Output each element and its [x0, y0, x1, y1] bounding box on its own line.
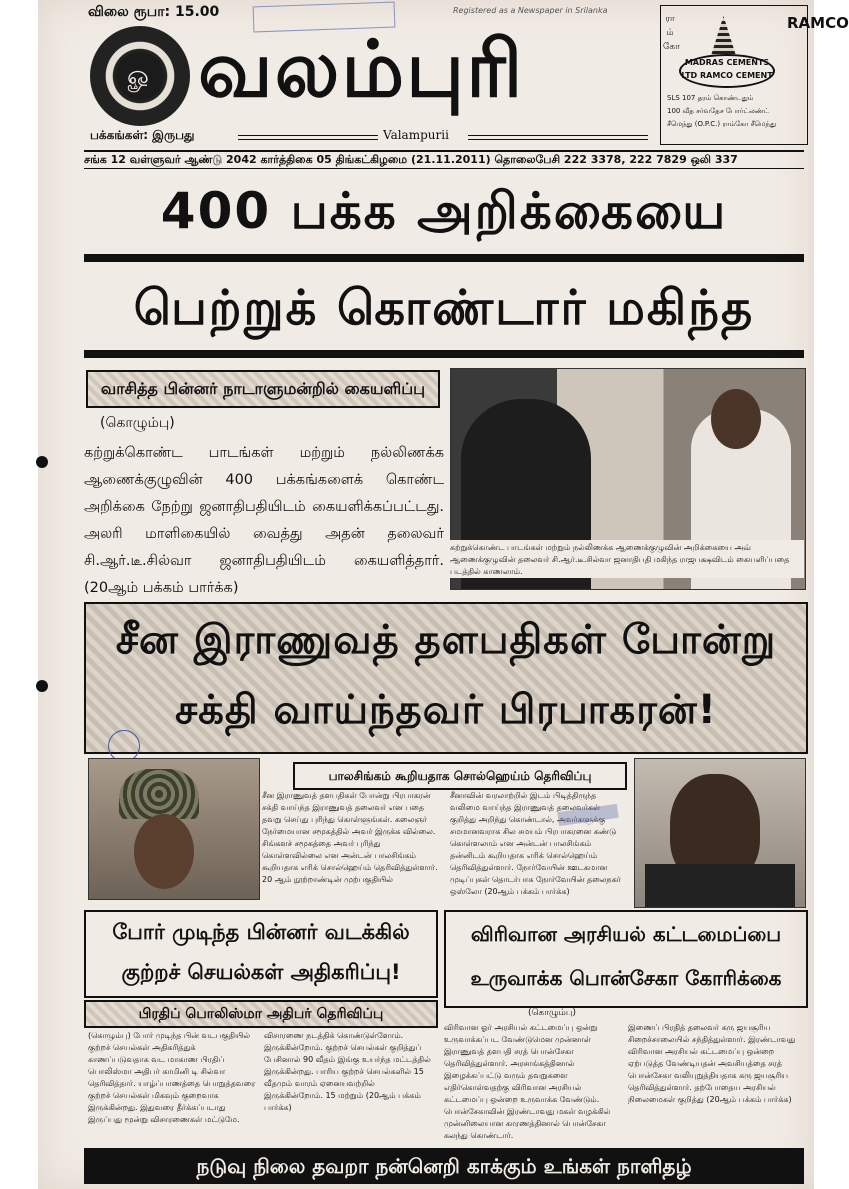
ad-brand-oval: MADRAS CEMENTS LTD RAMCO CEMENT: [679, 54, 775, 88]
masthead-english: Valampurii: [383, 128, 449, 142]
ad-line: சீமெந்து (O.P.C.) ராம்கோ சீமெந்து: [667, 120, 777, 128]
masthead-rule-right: [468, 135, 648, 140]
fourth-body-col2: இணைப் பிரதித் தலைவர் கரு ஜயசூரிய சிறைச்சாலையில் சந்தித்துள்ளார். இரண்டாவது விரிவான அரசியல் கட்டமைப்பு ஒன்றை ஏற்படுத்த வேண்டியதன் அவசியத்தை சரத் பொன்சேகா வலியுறுத்தியதாக கரு ஜயசூரிய தெரிவித்துள்ளார். தற்போதைய அரசியல் நிலைமைகள் குறித்து (20ஆம் பக்கம் பார்க்க): [628, 1023, 796, 1104]
second-headline-line1: சீன இராணுவத் தளபதிகள் போன்று: [115, 617, 777, 663]
lead-headline-line1: 400 பக்க அறிக்கையை: [160, 182, 728, 240]
binding-hole: [36, 456, 48, 468]
second-headline-box: [84, 602, 808, 754]
masthead-rule-left: [238, 135, 378, 140]
price-label: விலை ரூபா: 15.00: [88, 4, 220, 20]
third-body-col2: விசாரணை நடத்திக் கொண்டுள்ளோம். இருக்கின்றோம். குற்றச் செயல்கள் குறித்துப் பேசினால் 90 வீதம் இங்கு உயர்ந்த மட்டத்தில் இருக்கின்றது. பாரிய குற்றச் செயல்களில் 15 வீதமும் வாரம் ஏனையவற்றில் இருக்கின்றோம். 15 மற்றும் (20ஆம் பக்கம் பார்க்க): [264, 1031, 431, 1112]
fourth-dateline-location: (கொழும்பு): [528, 1008, 577, 1018]
ad-copy: [667, 92, 803, 131]
fourth-body-col1: விரிவான ஓர் அரசியல் கட்டமைப்பு ஒன்று உருவாக்கப்பட வேண்டுமென முன்னாள் இராணுவத் தளபதி சரத் பொன்சேகா தெரிவித்துள்ளார். அரசாங்கத்தினால் இழைக்கப்பட்டு வரும் தவறுகளை எதிர்கொள்வதற்கு விரிவான அரசியல் கட்டமைப்பு ஒன்றை உருவாக்க வேண்டும். பொன்சேகாவின் இரண்டாவது மகள் வழக்கில் முன்னிலையான காரணத்தினால் பொன்சேகா கலந்து கொண்டார்.: [444, 1023, 611, 1140]
ad-line: SLS 107 தரம் கொண்டதும்: [667, 94, 754, 102]
solheim-photo: [634, 758, 806, 908]
photo-suit: [645, 864, 795, 907]
fourth-headline-box: விரிவான அரசியல் கட்டமைப்பை உருவாக்க பொன்சேகா கோரிக்கை: [444, 910, 808, 1008]
dateline: சங்க 12 வள்ளுவர் ஆண்டு 2042 கார்த்திகை 05 திங்கட்கிழமை (21.11.2011) தொலைபேசி 222 3378, 222 7829 ஒலி 337: [84, 150, 804, 169]
lead-subheading: வாசித்த பின்னர் நாடாளுமன்றில் கையளிப்பு: [86, 370, 440, 408]
binding-hole: [36, 680, 48, 692]
masthead-title: வலம்புரி: [198, 24, 525, 115]
ramco-cement-ad: [660, 5, 849, 145]
page-count: பக்கங்கள்: இருபது: [90, 128, 195, 142]
ad-brand-vertical: RAMCO: [787, 14, 849, 32]
ad-line: 100 வீத சர்வதேச போர்ட்லண்ட்: [667, 107, 770, 115]
conch-logo-glyph: ௐ: [116, 52, 164, 100]
prabhakaran-photo: [88, 758, 260, 900]
footer-slogan: நடுவு நிலை தவறா நன்னெறி காக்கும் உங்கள் நாளிதழ்: [84, 1148, 804, 1184]
ad-side-letters: ரா ம் கோ: [663, 14, 680, 52]
photo-face: [134, 814, 194, 889]
second-body-col1: சீன இராணுவத் தளபதிகள் போன்று பிரபாகரன் சக்தி வாய்ந்த இராணுவத் தலைவர் என பதை தவறு செய்து புரிந்து கொள்ளுங்கள். கலைஞர் நேர்மையான சமூகத்தில் அவர் இருக்க வில்லை. சிங்களச் சமூகத்தை அவர் புரிந்து கொள்ளவில்லை என அன்டன் பாலசிங்கம் கூறியதாக எரிக் சொல்ஹெய்ம் தெரிவித்துள்ளார். 20 ஆம் நூற்றாண்டின் முற்பகுதியில்: [262, 791, 438, 884]
second-body-col2: சீனாவின் வரலாற்றில் இடம் பிடித்திருந்த வலிமை வாய்ந்த இராணுவத் தலைவர்கள் குறித்து அறிந்து கொண்டால், அவர்களுக்கு சமமானவராக சில சமயம் பிரபாகரனை கண்டு கொள்ளலாம் என அன்டன் பாலசிங்கம் தன்னிடம் கூறியதாக எரிக் சொல்ஹெய்ம் தெரிவித்துள்ளார். நோர்வேயின் ஊடகமான முடிப்புகள் தொடர்பாக நோர்வேயின் தலைநகர் ஒஸ்லோ (20ஆம் பக்கம் பார்க்க): [450, 791, 621, 896]
lead-dateline-location: (கொழும்பு): [100, 415, 175, 431]
headline-rule: [84, 254, 804, 262]
registration-note: Registered as a Newspaper in Srilanka: [453, 6, 608, 15]
lead-photo-caption: கற்றுக்கொண்ட பாடங்கள் மற்றும் நல்லிணக்க ஆணைக்குழுவின் அறிக்கையை அவ் ஆணைக்குழுவின் தலைவர் சி.ஆர்.டீ.சில்வா ஜனாதிபதி மகிந்த ராஜபக்ஷவிடம் கையளிப்பதை படத்தில் காணலாம்.: [450, 540, 804, 578]
lead-headline-line2: பெற்றுக் கொண்டார் மகிந்த: [133, 280, 755, 336]
third-headline-box: போர் முடிந்த பின்னர் வடக்கில் குற்றச் செயல்கள் அதிகரிப்பு!: [84, 910, 438, 998]
third-subheading: பிரதிப் பொலிஸ்மா அதிபர் தெரிவிப்பு: [84, 1000, 438, 1028]
photo-cap: [119, 769, 199, 819]
third-body-col1: (கொழும்பு) போர் முடிந்த பின் வடபகுதியில் குற்றச் செயல்கள் அதிகரித்துக் காணப்படுவதாக வட மாகாண பிரதிப் பொலிஸ்மா அதிபர் காமினி டி சில்வா தெரிவித்தார். யாழ்ப்பாணத்தை பொறுத்தவரை குற்றச் செயல்கள் மிகவும் குறைவாக இருக்கின்றது. இதுவரை தீர்க்கப்படாது இருப்பது மூன்று விசாரணைகள் மட்டுமே.: [88, 1031, 256, 1124]
photo-figure-head: [711, 389, 761, 449]
newspaper-page: [38, 0, 849, 1189]
headline-rule: [84, 350, 804, 358]
second-headline-line2: சக்தி வாய்ந்தவர் பிரபாகரன்!: [175, 687, 717, 733]
lead-body-text: கற்றுக்கொண்ட பாடங்கள் மற்றும் நல்லிணக்க ஆணைக்குழுவின் 400 பக்கங்களைக் கொண்ட அறிக்கை நேற்று ஜனாதிபதியிடம் கையளிக்கப்பட்டது. அலரி மாளிகையில் வைத்து அதன் தலைவர் சி.ஆர்.டீ.சில்வா ஜனாதிபதியிடம் கையளித்தார். (20ஆம் பக்கம் பார்க்க): [84, 445, 444, 596]
second-subheading: பாலசிங்கம் கூறியதாக சொல்ஹெய்ம் தெரிவிப்பு: [293, 762, 627, 790]
